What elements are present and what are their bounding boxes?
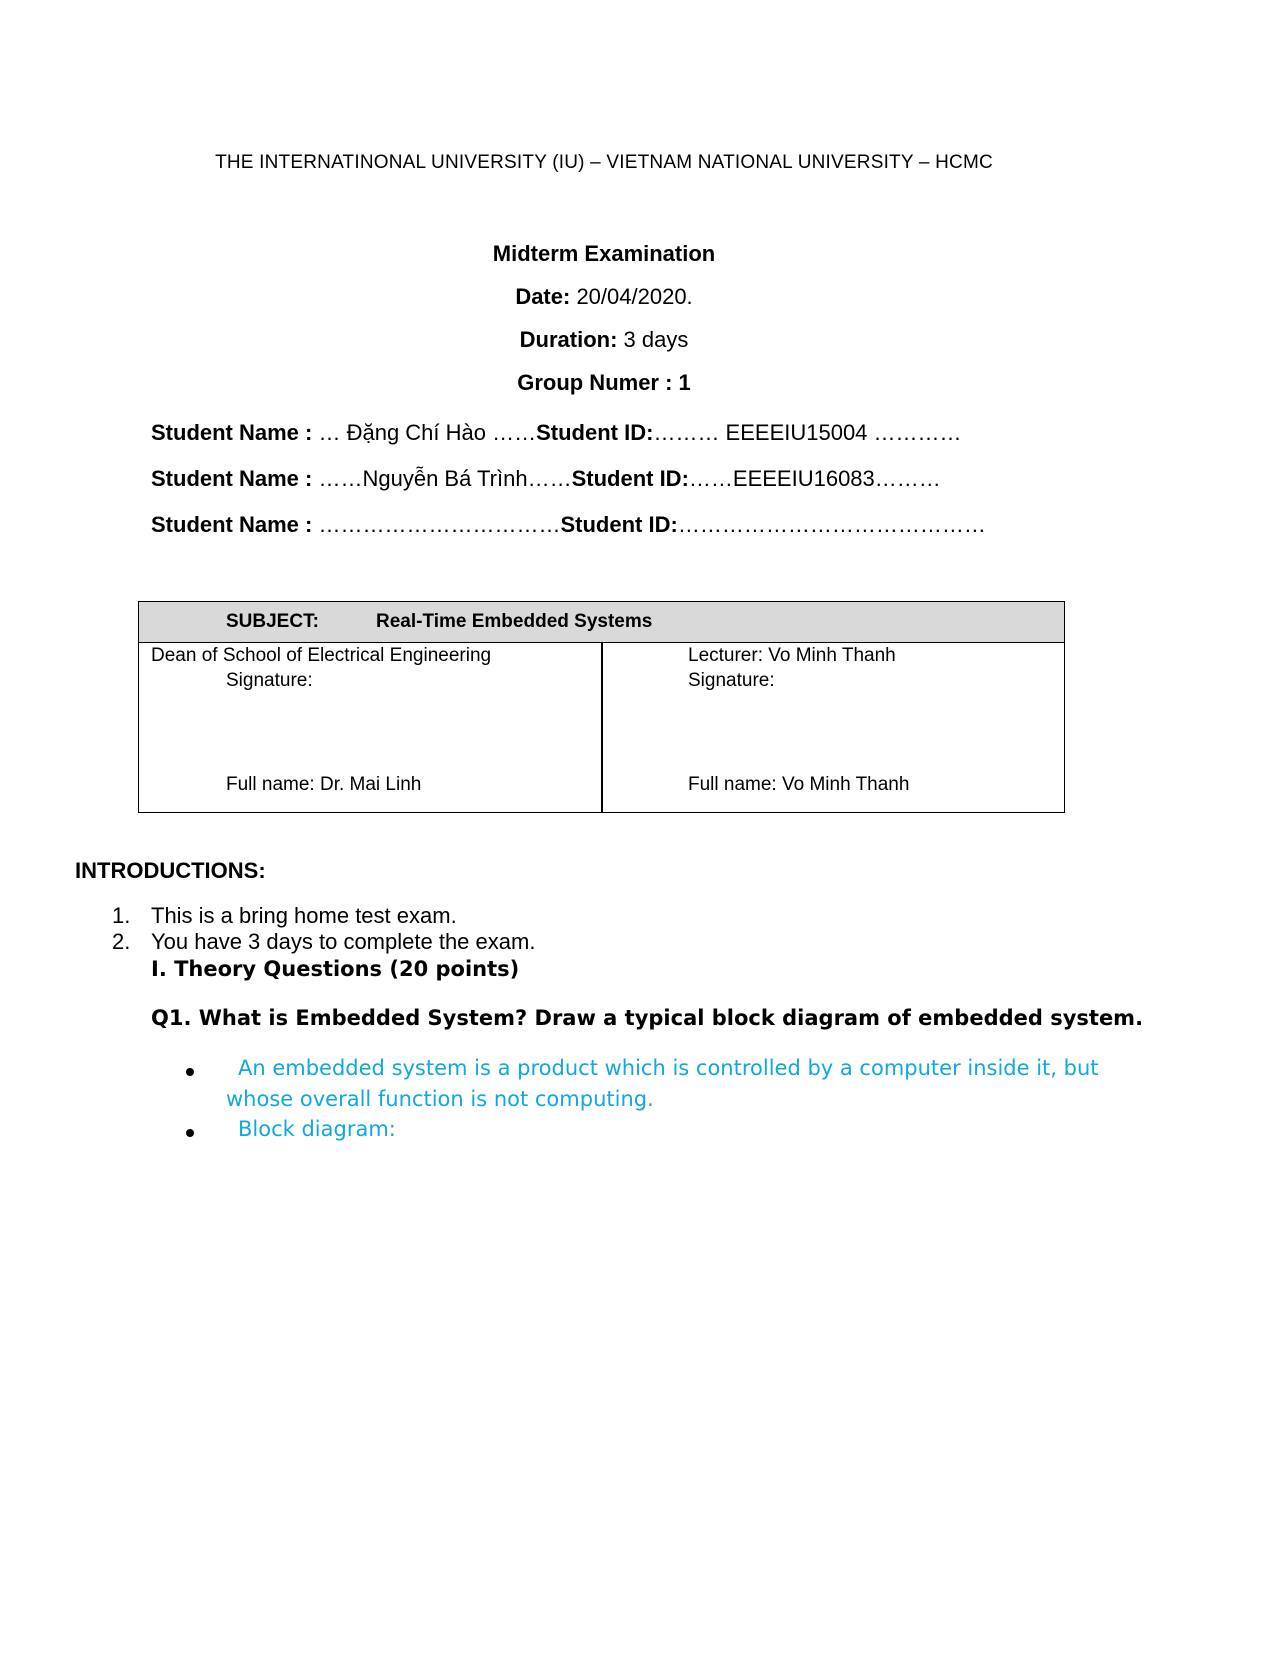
student-name-value: ……Nguyễn Bá Trình…… — [312, 466, 572, 491]
dean-role: Dean of School of Electrical Engineering — [151, 645, 492, 666]
answer-line-1: An embedded system is a product which is controlled by a computer inside it, but — [238, 1056, 1099, 1080]
lecturer-signature-label: Signature: — [688, 670, 775, 691]
lecturer-role: Lecturer: Vo Minh Thanh — [688, 645, 896, 666]
answer-bullet-2 — [186, 1129, 194, 1137]
university-header: THE INTERNATINONAL UNIVERSITY (IU) – VIETNAM NATIONAL UNIVERSITY – HCMC — [215, 152, 993, 173]
student-line-3 — [151, 512, 986, 538]
answer-bullet-1 — [186, 1068, 194, 1076]
student-id-label: Student ID: — [571, 466, 689, 491]
instruction-text: This is a bring home test exam. — [151, 903, 457, 928]
subject-label: SUBJECT: — [226, 611, 319, 632]
duration-value: 3 days — [617, 327, 689, 352]
subject-table — [138, 601, 1065, 813]
student-name-label: Student Name : — [151, 466, 313, 491]
student-name-label: Student Name : — [151, 512, 313, 537]
student-name-label: Student Name : — [151, 420, 313, 445]
student-id-label: Student ID: — [536, 420, 654, 445]
exam-title: Midterm Examination — [492, 241, 716, 266]
block-diagram-label: Block diagram: — [238, 1117, 396, 1141]
exam-duration — [0, 327, 1208, 353]
instruction-number: 1. — [112, 903, 131, 928]
subject-value: Real-Time Embedded Systems — [376, 611, 653, 632]
instruction-number: 2. — [112, 929, 131, 954]
group-number: Group Numer : 1 — [517, 370, 691, 395]
dean-signature-label: Signature: — [226, 670, 313, 691]
instructions-heading: INTRODUCTIONS: — [75, 858, 266, 883]
student-id-value: …………………………………… — [677, 512, 986, 537]
dean-full-name: Full name: Dr. Mai Linh — [226, 774, 422, 795]
student-id-label: Student ID: — [560, 512, 678, 537]
student-line-1 — [151, 420, 962, 446]
student-line-2 — [151, 466, 941, 492]
date-label: Date: — [515, 284, 571, 309]
lecturer-full-name: Full name: Vo Minh Thanh — [688, 774, 910, 795]
subject-header-row — [139, 602, 1064, 643]
section-heading: I. Theory Questions (20 points) — [151, 957, 520, 981]
answer-line-2: whose overall function is not computing. — [226, 1087, 654, 1111]
date-value: 20/04/2020. — [570, 284, 693, 309]
instruction-item — [112, 929, 535, 955]
table-divider — [601, 642, 603, 812]
exam-date — [0, 284, 1208, 310]
duration-label: Duration: — [519, 327, 618, 352]
instruction-text: You have 3 days to complete the exam. — [151, 929, 536, 954]
instruction-item — [112, 903, 457, 929]
student-name-value: …………………………… — [312, 512, 561, 537]
student-id-value: ……… EEEEIU15004 ………… — [653, 420, 962, 445]
student-id-value: ……EEEEIU16083……… — [688, 466, 941, 491]
student-name-value: … Đặng Chí Hào …… — [312, 420, 537, 445]
question-1: Q1. What is Embedded System? Draw a typical block diagram of embedded system. — [151, 1006, 1144, 1030]
